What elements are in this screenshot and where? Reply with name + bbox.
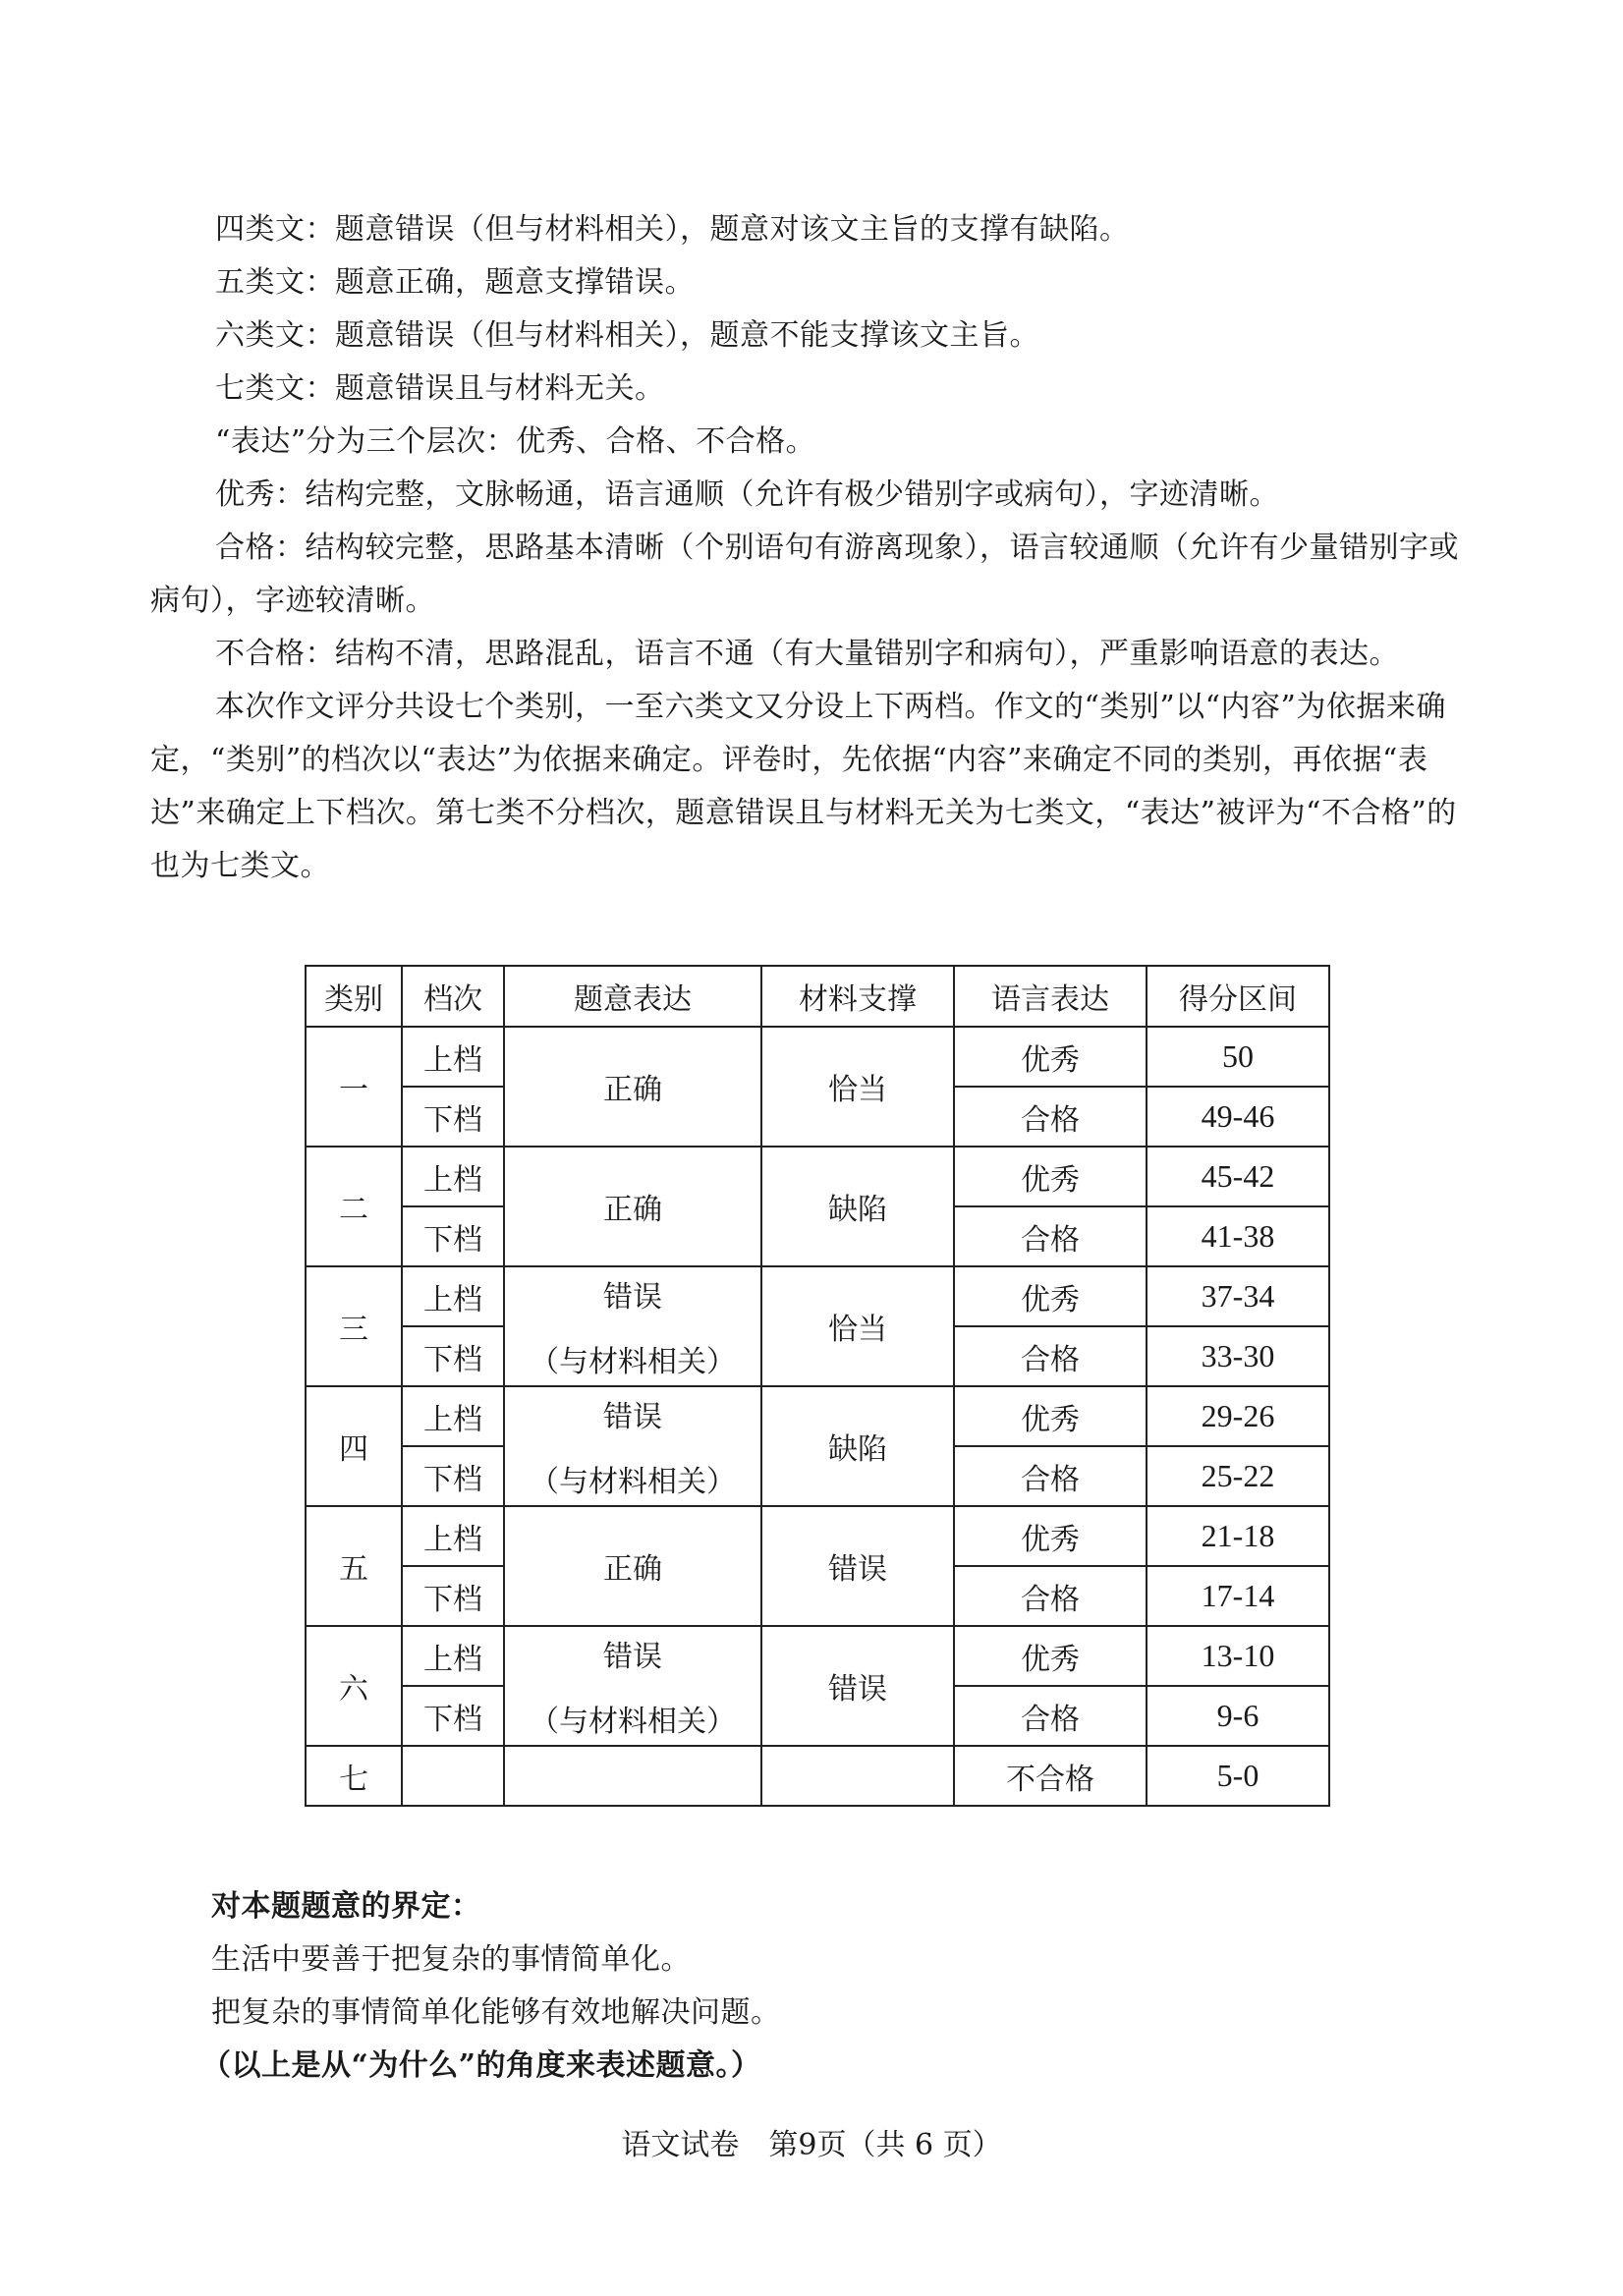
meaning-cell: 正确 xyxy=(504,1027,761,1147)
score-cell: 49-46 xyxy=(1147,1087,1329,1147)
tier-cell: 上档 xyxy=(402,1147,504,1206)
support-cell: 恰当 xyxy=(761,1266,954,1386)
category-cell: 三 xyxy=(306,1266,402,1386)
column-header: 材料支撑 xyxy=(761,966,954,1027)
language-cell: 合格 xyxy=(954,1087,1147,1147)
language-cell: 合格 xyxy=(954,1206,1147,1266)
score-cell: 5-0 xyxy=(1147,1746,1329,1806)
definition-line: 把复杂的事情简单化能够有效地解决问题。 xyxy=(211,1995,781,2030)
tier-cell: 上档 xyxy=(402,1027,504,1087)
table-row xyxy=(306,1746,1329,1806)
column-header: 得分区间 xyxy=(1147,966,1329,1027)
column-header: 语言表达 xyxy=(954,966,1147,1027)
score-cell: 41-38 xyxy=(1147,1206,1329,1266)
language-cell: 优秀 xyxy=(954,1266,1147,1326)
paragraph: 五类文：题意正确，题意支撑错误。 xyxy=(215,265,695,300)
page-footer: 语文试卷 第9页（共 6 页） xyxy=(621,2128,1002,2162)
score-cell: 9-6 xyxy=(1147,1686,1329,1746)
meaning-cell: 错误 （与材料相关） xyxy=(504,1266,761,1386)
paragraph: 优秀：结构完整，文脉畅通，语言通顺（允许有极少错别字或病句），字迹清晰。 xyxy=(215,477,1279,512)
paragraph: 合格：结构较完整，思路基本清晰（个别语句有游离现象），语言较通顺（允许有少量错别字或病句），字迹较清晰。 xyxy=(150,531,1459,618)
tier-cell: 下档 xyxy=(402,1446,504,1506)
support-cell xyxy=(761,1746,954,1806)
language-cell: 优秀 xyxy=(954,1506,1147,1566)
table-row xyxy=(306,1626,1329,1686)
language-cell: 优秀 xyxy=(954,1147,1147,1206)
definition-note: （以上是从“为什么”的角度来表述题意。） xyxy=(201,2048,761,2083)
score-cell: 25-22 xyxy=(1147,1446,1329,1506)
score-cell: 13-10 xyxy=(1147,1626,1329,1686)
column-header: 题意表达 xyxy=(504,966,761,1027)
table-row xyxy=(306,1027,1329,1087)
paragraph: 本次作文评分共设七个类别，一至六类文又分设上下两档。作文的“类别”以“内容”为依据来确定，“类别”的档次以“表达”为依据来确定。评卷时，先依据“内容”来确定不同的类别，再依据“表达”来确定上下档次。第七类不分档次，题意错误且与材料无关为七类文，“表达”被评为“不合格”的也为七类文。 xyxy=(150,690,1457,883)
language-cell: 优秀 xyxy=(954,1626,1147,1686)
score-cell: 21-18 xyxy=(1147,1506,1329,1566)
score-table xyxy=(305,965,1330,1807)
paragraph: 不合格：结构不清，思路混乱，语言不通（有大量错别字和病句），严重影响语意的表达。 xyxy=(215,637,1399,671)
definition-heading: 对本题题意的界定： xyxy=(211,1889,481,1924)
tier-cell: 上档 xyxy=(402,1506,504,1566)
language-cell: 合格 xyxy=(954,1326,1147,1386)
meaning-cell: 正确 xyxy=(504,1147,761,1266)
paragraph: “表达”分为三个层次：优秀、合格、不合格。 xyxy=(215,424,816,459)
score-cell: 37-34 xyxy=(1147,1266,1329,1326)
meaning-cell xyxy=(504,1746,761,1806)
language-cell: 合格 xyxy=(954,1446,1147,1506)
category-cell: 一 xyxy=(306,1027,402,1147)
category-cell: 二 xyxy=(306,1147,402,1266)
meaning-cell: 正确 xyxy=(504,1506,761,1626)
table-header-row xyxy=(306,966,1329,1027)
score-cell: 50 xyxy=(1147,1027,1329,1087)
language-cell: 优秀 xyxy=(954,1027,1147,1087)
tier-cell: 上档 xyxy=(402,1266,504,1326)
column-header: 类别 xyxy=(306,966,402,1027)
meaning-cell: 错误 （与材料相关） xyxy=(504,1626,761,1746)
support-cell: 错误 xyxy=(761,1506,954,1626)
support-cell: 缺陷 xyxy=(761,1147,954,1266)
support-cell: 错误 xyxy=(761,1626,954,1746)
language-cell: 合格 xyxy=(954,1566,1147,1626)
language-cell: 优秀 xyxy=(954,1386,1147,1446)
tier-cell: 下档 xyxy=(402,1087,504,1147)
table-row xyxy=(306,1506,1329,1566)
language-cell: 合格 xyxy=(954,1686,1147,1746)
table-row xyxy=(306,1386,1329,1446)
paragraph: 七类文：题意错误且与材料无关。 xyxy=(215,371,665,406)
table-row xyxy=(306,1147,1329,1206)
table-row xyxy=(306,1266,1329,1326)
category-cell: 四 xyxy=(306,1386,402,1506)
tier-cell: 上档 xyxy=(402,1626,504,1686)
language-cell: 不合格 xyxy=(954,1746,1147,1806)
tier-cell xyxy=(402,1746,504,1806)
category-cell: 七 xyxy=(306,1746,402,1806)
tier-cell: 下档 xyxy=(402,1206,504,1266)
meaning-cell: 错误 （与材料相关） xyxy=(504,1386,761,1506)
score-cell: 33-30 xyxy=(1147,1326,1329,1386)
score-cell: 45-42 xyxy=(1147,1147,1329,1206)
paragraph: 四类文：题意错误（但与材料相关），题意对该文主旨的支撑有缺陷。 xyxy=(215,212,1130,247)
category-cell: 六 xyxy=(306,1626,402,1746)
support-cell: 缺陷 xyxy=(761,1386,954,1506)
score-cell: 29-26 xyxy=(1147,1386,1329,1446)
paragraph: 六类文：题意错误（但与材料相关），题意不能支撑该文主旨。 xyxy=(215,318,1039,353)
definition-line: 生活中要善于把复杂的事情简单化。 xyxy=(211,1942,691,1977)
tier-cell: 上档 xyxy=(402,1386,504,1446)
category-cell: 五 xyxy=(306,1506,402,1626)
column-header: 档次 xyxy=(402,966,504,1027)
tier-cell: 下档 xyxy=(402,1686,504,1746)
tier-cell: 下档 xyxy=(402,1566,504,1626)
tier-cell: 下档 xyxy=(402,1326,504,1386)
support-cell: 恰当 xyxy=(761,1027,954,1147)
score-cell: 17-14 xyxy=(1147,1566,1329,1626)
